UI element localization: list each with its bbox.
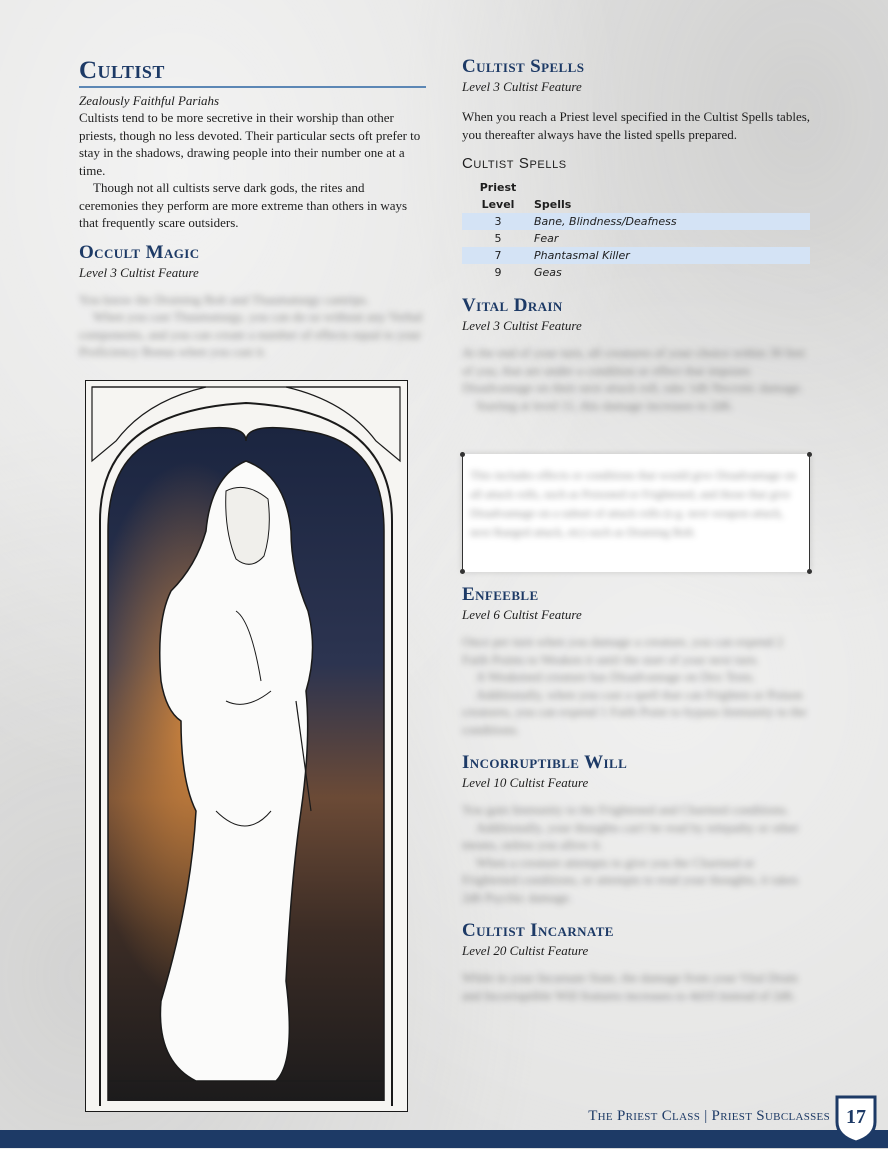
enfeeble-level: Level 6 Cultist Feature (462, 607, 582, 622)
incorruptible-will-text-2: Additionally, your thoughts can't be read by telepathy or other means, unless you allow it. (462, 819, 799, 852)
enfeeble-text-3: Additionally, when you cast a spell that can Frighten or Poison creatures, you can expend 1 Faith Point to bypass Immunity to the conditions. (462, 686, 807, 737)
heading-enfeeble: Enfeeble (462, 584, 539, 605)
note-callout (462, 454, 810, 572)
table-row (462, 247, 810, 264)
callout-corner (807, 569, 812, 574)
occult-magic-text: You know the Draining Bolt and Thaumaturgy cantrips. (79, 291, 369, 307)
row-spells: Geas (534, 266, 562, 279)
row-level: 9 (494, 266, 502, 279)
header-priest: Priest Level (479, 181, 517, 211)
table-row (462, 213, 810, 230)
right-column (462, 56, 812, 414)
subclass-title: Cultist (79, 56, 426, 88)
table-header-row (462, 179, 810, 213)
right-column-lower (462, 584, 812, 1004)
row-spells: Phantasmal Killer (534, 247, 810, 264)
vital-drain-level: Level 3 Cultist Feature (462, 318, 582, 333)
header-spells: Spells (534, 198, 572, 211)
row-level: 7 (462, 247, 534, 264)
vital-drain-text-2: Starting at level 11, this damage increases to 2d6. (476, 397, 734, 413)
footer-section-title: The Priest Class | Priest Subclasses (588, 1108, 830, 1124)
row-spells: Bane, Blindness/Deafness (534, 213, 810, 230)
cultist-spells-text: When you reach a Priest level specified in the Cultist Spells tables, you thereafter always have the listed spells prepared. (462, 109, 811, 142)
enfeeble-text-2: A Weakened creature has Disadvantage on Dex Tests. (476, 669, 756, 684)
cultist-spells-table (462, 179, 810, 281)
callout-corner (460, 569, 465, 574)
cultist-incarnate-level: Level 20 Cultist Feature (462, 943, 589, 958)
intro-paragraph: Cultists tend to be more secretive in their worship than other priests, though no less devoted. Their particular sects oft prefer to stay in the shadows, drawing people into their number one at a time. (79, 110, 421, 178)
heading-vital-drain: Vital Drain (462, 295, 563, 316)
cultist-incarnate-text: While in your Incarnate State, the damage from your Vital Drain and Incorruptible Will features increases to 4d10 instead of 2d6. (462, 970, 798, 1003)
cultist-spells-level: Level 3 Cultist Feature (462, 79, 582, 94)
heading-cultist-spells: Cultist Spells (462, 56, 585, 77)
page-number-badge (834, 1094, 878, 1144)
table-title: Cultist Spells (462, 155, 567, 172)
subclass-subtitle: Zealously Faithful Pariahs (79, 93, 220, 108)
intro-paragraph-2: Though not all cultists serve dark gods, the rites and ceremonies they perform are more extreme than others in ways that frequently scare outsiders. (79, 180, 408, 230)
callout-text: This includes effects or conditions that would give Disadvantage on all attack rolls, such as Poisoned or Frightened, and those that give Disadvantage on a subset of attack rolls (e.g. next weapon attack, next Ranged attack, etc) such as Draining Bolt. (470, 468, 797, 539)
heading-occult-magic: Occult Magic (79, 241, 200, 263)
cultist-illustration (85, 380, 408, 1112)
left-column (79, 56, 426, 361)
incorruptible-will-text-3: When a creature attempts to give you the Charmed or Frightened conditions, or attempts to read your thoughts, it takes 2d6 Psychic damage. (462, 854, 799, 905)
page-number: 17 (846, 1106, 866, 1128)
heading-cultist-incarnate: Cultist Incarnate (462, 920, 614, 941)
footer-bar (0, 1130, 888, 1148)
row-spells: Fear (534, 232, 559, 245)
row-level: 5 (494, 232, 502, 245)
row-level: 3 (462, 213, 534, 230)
table-row (462, 230, 810, 247)
incorruptible-will-level: Level 10 Cultist Feature (462, 775, 589, 790)
occult-magic-text-2: When you cast Thaumaturgy, you can do so without any Verbal components, and you can create a number of effects equal to your Proficiency Bonus when you cast it. (79, 309, 423, 359)
enfeeble-text: Once per turn when you damage a creature, you can expend 2 Faith Points to Weaken it until the start of your next turn. (462, 634, 784, 667)
illustration-art (86, 381, 406, 1110)
incorruptible-will-text: You gain Immunity to the Frightened and Charmed conditions. (462, 802, 789, 817)
table-row (462, 264, 810, 281)
heading-incorruptible-will: Incorruptible Will (462, 752, 628, 773)
occult-magic-level: Level 3 Cultist Feature (79, 264, 199, 280)
vital-drain-text: At the end of your turn, all creatures of your choice within 30 feet of you, that are under a condition or effect that imposes Disadvantage on their next attack roll, take 1d6 Necrotic damage. (462, 345, 805, 395)
